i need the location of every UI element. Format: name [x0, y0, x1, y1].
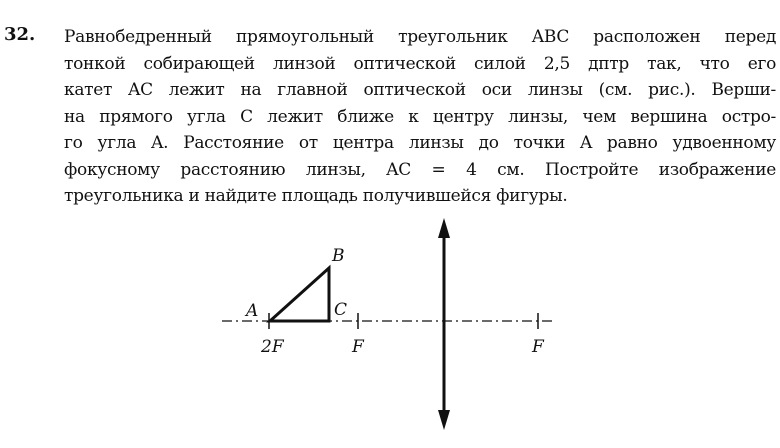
problem-line: катет AC лежит на главной оптической оси линзы (см. рис.). Верши- — [64, 80, 776, 100]
problem-line: фокусному расстоянию линзы, AC = 4 см. Постройте изображение — [64, 159, 776, 180]
problem-line: треугольника и найдите площадь получившейся фигуры. — [64, 186, 568, 206]
problem-line: тонкой собирающей линзой оптической силой 2,5 дптр так, что его — [64, 53, 776, 74]
label-f-right: F — [532, 337, 544, 357]
triangle-abc — [270, 268, 329, 321]
problem-line: го угла A. Расстояние от центра линзы до точки A равно удвоенному — [64, 133, 776, 153]
label-c: C — [334, 300, 348, 320]
label-b: B — [332, 246, 345, 266]
label-2f: 2F — [261, 337, 284, 357]
problem-line: Равнобедренный прямоугольный треугольник ABC расположен перед — [64, 27, 776, 47]
lens-arrow-down-icon — [438, 410, 450, 430]
problem-number: 32. — [4, 24, 36, 45]
label-f-left: F — [352, 337, 364, 357]
problem-line: на прямого угла C лежит ближе к центру линзы, чем вершина остро- — [64, 106, 776, 127]
label-a: A — [246, 301, 259, 321]
lens-arrow-up-icon — [438, 218, 450, 238]
